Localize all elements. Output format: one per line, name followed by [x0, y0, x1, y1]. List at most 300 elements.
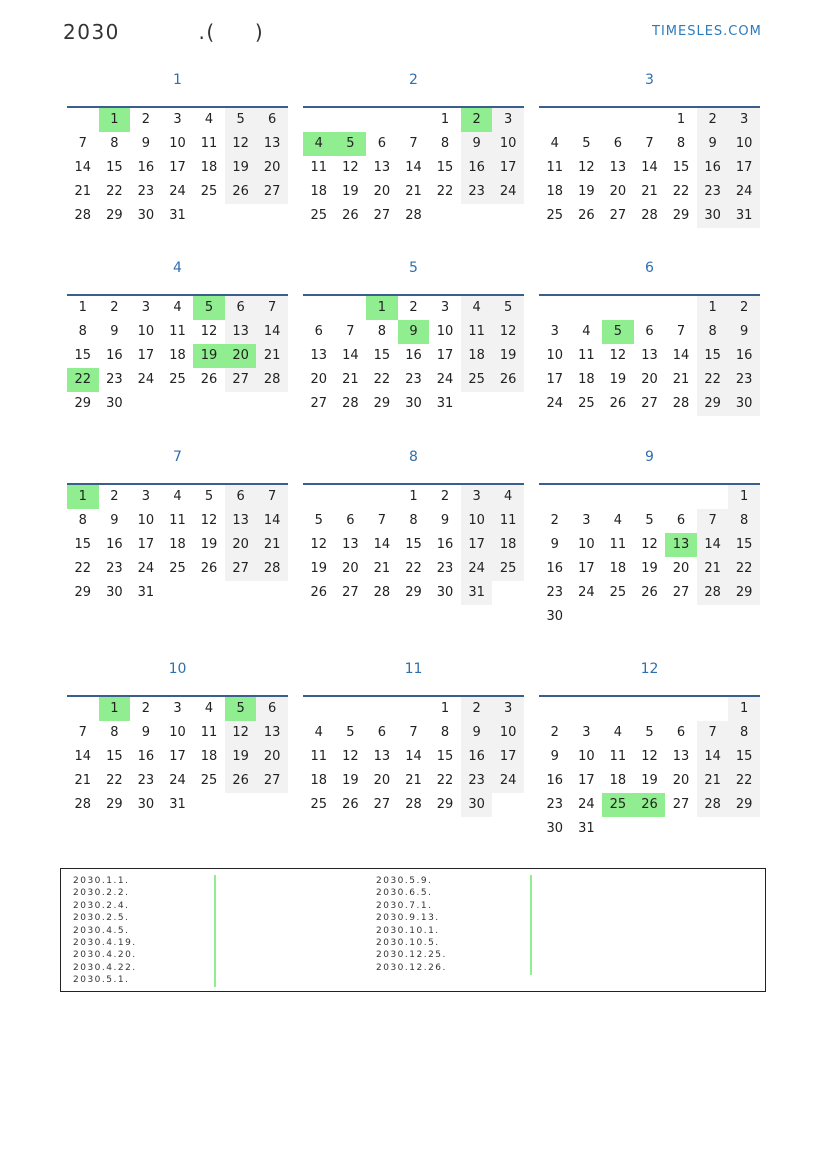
day-cell: 7	[78, 136, 87, 151]
day-cell: 12	[342, 160, 359, 175]
empty-cell	[634, 296, 666, 320]
day-cell: 10	[546, 348, 564, 363]
day-cell: 14	[405, 160, 422, 175]
weekend-day-cell: 14	[256, 320, 288, 344]
day-cell: 21	[641, 184, 658, 199]
day-cell: 11	[578, 348, 595, 363]
weekend-day-cell: 26	[225, 769, 257, 793]
weekend-day-cell: 3	[492, 108, 524, 132]
day-cell: 30	[546, 609, 564, 624]
weekend-day-cell: 10	[492, 132, 524, 156]
weekend-day-cell: 8	[728, 509, 760, 533]
weekend-day-cell: 6	[225, 296, 257, 320]
day-cell: 8	[110, 136, 119, 151]
holiday-day-cell: 26	[634, 793, 666, 817]
holiday-day-cell: 1	[99, 108, 131, 132]
weekend-day-cell: 2	[728, 296, 760, 320]
day-cell: 6	[314, 324, 323, 339]
empty-cell	[634, 485, 666, 509]
day-cell: 3	[141, 489, 151, 504]
day-cell: 23	[546, 585, 564, 600]
day-cell: 14	[672, 348, 690, 363]
day-cell: 9	[440, 513, 450, 528]
weekend-day-cell: 14	[697, 745, 729, 769]
weekend-day-cell: 3	[728, 108, 760, 132]
day-cell: 19	[310, 561, 328, 576]
day-cell: 1	[440, 701, 450, 716]
weekend-day-cell: 16	[697, 156, 729, 180]
day-cell: 18	[546, 184, 564, 199]
day-cell: 18	[200, 749, 218, 764]
day-cell: 29	[106, 797, 123, 812]
day-cell: 8	[78, 324, 87, 339]
day-cell: 7	[377, 513, 387, 528]
day-grid	[67, 296, 288, 416]
weekend-day-cell: 29	[728, 581, 760, 605]
weekend-day-cell: 24	[492, 180, 524, 204]
weekend-day-cell: 15	[697, 344, 729, 368]
day-cell: 27	[641, 396, 658, 411]
day-cell: 9	[110, 513, 119, 528]
weekend-day-cell: 3	[492, 697, 524, 721]
day-cell: 13	[373, 749, 391, 764]
weekend-day-cell: 21	[697, 557, 729, 581]
weekend-day-cell: 17	[492, 156, 524, 180]
holiday-bar-left	[214, 875, 216, 987]
holiday-day-cell: 13	[665, 533, 697, 557]
day-cell: 31	[578, 821, 595, 836]
day-cell: 8	[78, 513, 87, 528]
day-cell: 20	[672, 773, 690, 788]
day-grid	[539, 296, 760, 416]
weekend-day-cell: 12	[225, 721, 257, 745]
day-cell: 26	[342, 208, 359, 223]
weekend-day-cell: 12	[492, 320, 524, 344]
weekend-day-cell: 27	[256, 769, 288, 793]
day-cell: 3	[141, 300, 151, 315]
day-cell: 17	[137, 348, 155, 363]
day-cell: 21	[405, 184, 422, 199]
weekend-day-cell: 19	[492, 344, 524, 368]
weekend-day-cell: 29	[728, 793, 760, 817]
day-cell: 20	[342, 561, 359, 576]
day-cell: 22	[405, 561, 422, 576]
empty-cell	[366, 485, 398, 509]
day-cell: 3	[582, 725, 591, 740]
day-cell: 7	[346, 324, 355, 339]
day-cell: 31	[169, 208, 186, 223]
weekend-day-cell: 20	[256, 745, 288, 769]
day-cell: 28	[672, 396, 690, 411]
empty-cell	[602, 697, 634, 721]
day-cell: 5	[346, 725, 355, 740]
day-cell: 15	[405, 537, 422, 552]
day-cell: 11	[200, 136, 218, 151]
day-cell: 6	[645, 324, 654, 339]
day-cell: 13	[373, 160, 391, 175]
day-cell: 3	[440, 300, 450, 315]
day-cell: 15	[106, 160, 123, 175]
holiday-day-cell: 4	[303, 132, 335, 156]
empty-cell	[366, 108, 398, 132]
day-cell: 22	[436, 773, 454, 788]
day-cell: 24	[137, 561, 155, 576]
day-cell: 7	[409, 725, 418, 740]
day-grid	[303, 485, 524, 605]
holiday-list-right	[376, 875, 447, 974]
day-cell: 16	[106, 537, 123, 552]
weekend-day-cell: 15	[728, 533, 760, 557]
empty-cell	[634, 108, 666, 132]
day-cell: 11	[546, 160, 564, 175]
day-cell: 28	[641, 208, 658, 223]
weekend-day-cell: 7	[697, 721, 729, 745]
weekend-day-cell: 1	[728, 697, 760, 721]
weekend-day-cell: 10	[728, 132, 760, 156]
day-cell: 10	[578, 749, 595, 764]
day-cell: 22	[106, 773, 123, 788]
day-cell: 29	[405, 585, 422, 600]
weekend-day-cell: 28	[697, 581, 729, 605]
month-title: 2	[409, 72, 418, 88]
day-grid	[67, 108, 288, 228]
day-cell: 17	[436, 348, 454, 363]
day-cell: 11	[169, 513, 186, 528]
day-cell: 17	[578, 561, 595, 576]
weekend-day-cell: 24	[461, 557, 493, 581]
day-cell: 19	[609, 372, 627, 387]
weekend-day-cell: 12	[225, 132, 257, 156]
day-cell: 14	[74, 749, 92, 764]
holiday-day-cell: 25	[602, 793, 634, 817]
weekend-day-cell: 4	[461, 296, 493, 320]
day-cell: 30	[106, 585, 123, 600]
month-title: 6	[645, 260, 654, 276]
day-cell: 27	[672, 797, 690, 812]
day-cell: 1	[78, 300, 87, 315]
weekend-day-cell: 28	[697, 793, 729, 817]
empty-cell	[665, 296, 697, 320]
day-cell: 19	[641, 561, 658, 576]
weekend-day-cell: 28	[256, 557, 288, 581]
weekend-day-cell: 26	[225, 180, 257, 204]
holiday-date: 2030.5.1.	[73, 975, 130, 986]
day-grid	[539, 485, 760, 629]
weekend-day-cell: 25	[492, 557, 524, 581]
weekend-day-cell: 11	[492, 509, 524, 533]
weekend-day-cell: 23	[728, 368, 760, 392]
day-cell: 26	[609, 396, 627, 411]
day-cell: 17	[137, 537, 155, 552]
weekend-day-cell: 17	[461, 533, 493, 557]
weekend-day-cell: 27	[225, 368, 257, 392]
weekend-day-cell: 18	[461, 344, 493, 368]
day-cell: 27	[342, 585, 359, 600]
day-cell: 8	[409, 513, 418, 528]
day-cell: 23	[106, 561, 123, 576]
holiday-day-cell: 1	[67, 485, 99, 509]
day-cell: 28	[342, 396, 359, 411]
holiday-date: 2030.12.26.	[376, 962, 447, 973]
day-cell: 23	[405, 372, 422, 387]
day-cell: 6	[676, 513, 686, 528]
empty-cell	[539, 697, 571, 721]
day-cell: 15	[74, 537, 92, 552]
empty-cell	[67, 108, 99, 132]
day-cell: 29	[74, 396, 92, 411]
day-cell: 4	[173, 300, 182, 315]
day-cell: 5	[645, 725, 654, 740]
day-cell: 15	[373, 348, 391, 363]
day-cell: 4	[582, 324, 591, 339]
day-cell: 4	[613, 513, 623, 528]
day-cell: 31	[137, 585, 155, 600]
day-cell: 10	[137, 324, 155, 339]
day-cell: 4	[613, 725, 623, 740]
day-cell: 15	[436, 749, 454, 764]
holiday-day-cell: 5	[225, 697, 257, 721]
day-cell: 12	[200, 324, 218, 339]
empty-cell	[571, 296, 603, 320]
day-cell: 26	[200, 372, 218, 387]
day-cell: 15	[672, 160, 690, 175]
day-cell: 1	[676, 112, 686, 127]
day-cell: 19	[342, 773, 359, 788]
day-cell: 23	[106, 372, 123, 387]
month-title: 8	[409, 449, 418, 465]
day-cell: 29	[373, 396, 391, 411]
day-cell: 4	[550, 136, 559, 151]
weekend-day-cell: 31	[461, 581, 493, 605]
weekend-day-cell: 16	[461, 745, 493, 769]
day-cell: 26	[641, 585, 658, 600]
day-cell: 2	[110, 300, 119, 315]
weekend-day-cell: 30	[697, 204, 729, 228]
day-cell: 7	[645, 136, 654, 151]
day-cell: 19	[200, 537, 218, 552]
day-cell: 29	[672, 208, 690, 223]
weekend-day-cell: 22	[697, 368, 729, 392]
day-cell: 28	[405, 797, 422, 812]
day-cell: 8	[440, 725, 450, 740]
weekend-day-cell: 1	[728, 485, 760, 509]
empty-cell	[303, 296, 335, 320]
day-cell: 13	[672, 749, 690, 764]
day-cell: 25	[609, 585, 627, 600]
month-title: 9	[645, 449, 654, 465]
day-cell: 20	[609, 184, 627, 199]
day-cell: 24	[137, 372, 155, 387]
day-cell: 13	[641, 348, 658, 363]
weekend-day-cell: 22	[728, 557, 760, 581]
day-grid	[67, 485, 288, 605]
day-cell: 2	[440, 489, 450, 504]
day-cell: 18	[169, 537, 186, 552]
month-title: 7	[173, 449, 182, 465]
day-cell: 23	[137, 184, 155, 199]
month-title: 12	[640, 661, 659, 677]
day-cell: 8	[377, 324, 387, 339]
weekend-day-cell: 9	[728, 320, 760, 344]
day-cell: 14	[373, 537, 391, 552]
weekend-day-cell: 2	[461, 697, 493, 721]
day-cell: 27	[373, 208, 391, 223]
holiday-date: 2030.4.20.	[73, 950, 137, 961]
day-cell: 20	[373, 773, 391, 788]
empty-cell	[398, 697, 430, 721]
day-cell: 22	[106, 184, 123, 199]
month-title: 4	[173, 260, 182, 276]
month-title: 10	[168, 661, 187, 677]
day-cell: 2	[550, 513, 559, 528]
day-cell: 12	[578, 160, 595, 175]
day-cell: 27	[672, 585, 690, 600]
brand-link[interactable]: TIMESLES.COM	[652, 24, 762, 39]
weekend-day-cell: 4	[492, 485, 524, 509]
weekend-day-cell: 16	[728, 344, 760, 368]
weekend-day-cell: 7	[697, 509, 729, 533]
day-cell: 12	[641, 749, 658, 764]
day-cell: 23	[137, 773, 155, 788]
day-cell: 16	[137, 749, 155, 764]
day-cell: 18	[578, 372, 595, 387]
day-cell: 13	[342, 537, 359, 552]
weekend-day-cell: 26	[492, 368, 524, 392]
day-cell: 3	[582, 513, 591, 528]
weekend-day-cell: 13	[225, 509, 257, 533]
day-cell: 12	[310, 537, 328, 552]
day-cell: 24	[578, 585, 595, 600]
day-cell: 7	[409, 136, 418, 151]
holiday-date: 2030.10.1.	[376, 925, 440, 936]
day-cell: 8	[110, 725, 119, 740]
weekend-day-cell: 30	[461, 793, 493, 817]
day-cell: 24	[578, 797, 595, 812]
weekend-day-cell: 23	[461, 769, 493, 793]
holiday-date: 2030.12.25.	[376, 950, 447, 961]
empty-cell	[665, 697, 697, 721]
day-cell: 8	[440, 136, 450, 151]
day-cell: 14	[74, 160, 92, 175]
empty-cell	[67, 697, 99, 721]
day-grid	[303, 108, 524, 228]
day-cell: 28	[373, 585, 391, 600]
day-cell: 30	[405, 396, 422, 411]
month-title: 11	[404, 661, 423, 677]
day-cell: 20	[641, 372, 658, 387]
empty-cell	[398, 108, 430, 132]
day-cell: 18	[609, 561, 627, 576]
day-cell: 4	[204, 112, 214, 127]
empty-cell	[634, 697, 666, 721]
weekend-day-cell: 21	[256, 533, 288, 557]
day-cell: 6	[676, 725, 686, 740]
weekend-day-cell: 23	[461, 180, 493, 204]
day-cell: 11	[609, 537, 627, 552]
weekend-day-cell: 7	[256, 485, 288, 509]
weekend-day-cell: 19	[225, 745, 257, 769]
day-cell: 6	[377, 725, 387, 740]
day-cell: 24	[169, 773, 186, 788]
weekend-day-cell: 8	[697, 320, 729, 344]
day-cell: 30	[137, 208, 155, 223]
holiday-day-cell: 1	[99, 697, 131, 721]
weekend-day-cell: 13	[225, 320, 257, 344]
holiday-date: 2030.9.13.	[376, 913, 440, 924]
day-cell: 3	[173, 112, 182, 127]
holiday-date: 2030.2.5.	[73, 913, 130, 924]
weekend-day-cell: 24	[728, 180, 760, 204]
day-cell: 21	[74, 773, 92, 788]
empty-cell	[697, 485, 729, 509]
holiday-day-cell: 5	[335, 132, 367, 156]
day-cell: 16	[405, 348, 422, 363]
empty-cell	[539, 108, 571, 132]
day-cell: 1	[440, 112, 450, 127]
weekend-day-cell: 1	[697, 296, 729, 320]
weekend-day-cell: 25	[461, 368, 493, 392]
day-cell: 9	[550, 749, 559, 764]
weekend-day-cell: 6	[256, 108, 288, 132]
holiday-day-cell: 2	[461, 108, 493, 132]
day-cell: 5	[582, 136, 591, 151]
page-title: 2030 .( )	[63, 20, 265, 44]
day-cell: 25	[578, 396, 595, 411]
day-cell: 14	[405, 749, 422, 764]
day-cell: 13	[310, 348, 328, 363]
day-cell: 21	[672, 372, 690, 387]
day-cell: 5	[204, 489, 214, 504]
day-cell: 22	[74, 561, 92, 576]
day-cell: 30	[436, 585, 454, 600]
day-cell: 9	[141, 725, 151, 740]
day-cell: 24	[169, 184, 186, 199]
weekend-day-cell: 14	[697, 533, 729, 557]
day-cell: 18	[310, 773, 328, 788]
weekend-day-cell: 3	[461, 485, 493, 509]
day-cell: 23	[436, 561, 454, 576]
day-cell: 16	[546, 773, 564, 788]
holiday-day-cell: 22	[67, 368, 99, 392]
day-cell: 16	[137, 160, 155, 175]
day-grid	[303, 697, 524, 817]
weekend-day-cell: 14	[256, 509, 288, 533]
day-cell: 25	[169, 372, 186, 387]
weekend-day-cell: 5	[492, 296, 524, 320]
weekend-day-cell: 23	[697, 180, 729, 204]
day-cell: 29	[74, 585, 92, 600]
weekend-day-cell: 9	[461, 721, 493, 745]
day-cell: 6	[346, 513, 355, 528]
weekend-day-cell: 28	[256, 368, 288, 392]
weekend-day-cell: 29	[697, 392, 729, 416]
month-title: 5	[409, 260, 418, 276]
day-cell: 17	[169, 160, 186, 175]
day-cell: 15	[74, 348, 92, 363]
day-cell: 6	[377, 136, 387, 151]
day-cell: 30	[137, 797, 155, 812]
day-cell: 10	[436, 324, 454, 339]
day-cell: 1	[409, 489, 418, 504]
holiday-date: 2030.2.2.	[73, 888, 130, 899]
weekend-day-cell: 31	[728, 204, 760, 228]
holiday-day-cell: 5	[602, 320, 634, 344]
day-cell: 20	[672, 561, 690, 576]
day-cell: 21	[342, 372, 359, 387]
day-cell: 10	[578, 537, 595, 552]
day-cell: 5	[645, 513, 654, 528]
empty-cell	[539, 296, 571, 320]
